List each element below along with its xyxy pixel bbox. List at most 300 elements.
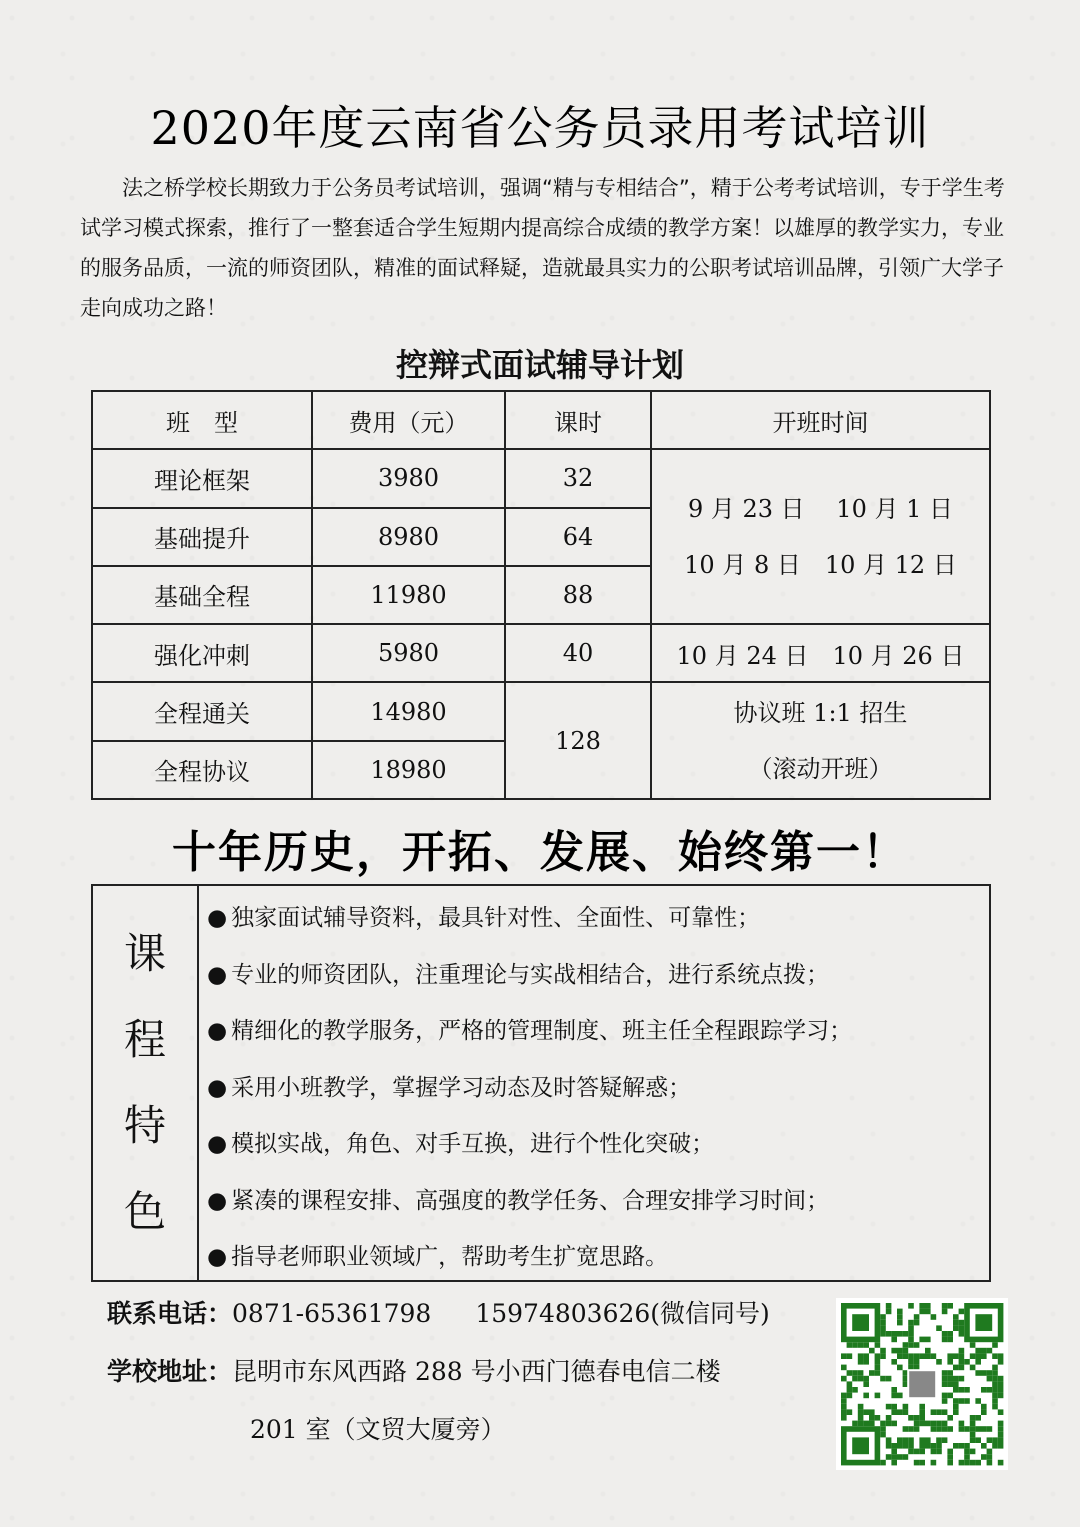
qr-module — [847, 1353, 853, 1359]
qr-module — [987, 1348, 993, 1354]
qr-module — [847, 1387, 853, 1393]
qr-module — [880, 1353, 886, 1359]
qr-module — [914, 1421, 920, 1427]
qr-module — [987, 1370, 993, 1376]
qr-module — [903, 1353, 909, 1359]
contact-phone — [107, 1294, 770, 1330]
qr-module — [964, 1460, 970, 1466]
qr-module — [852, 1387, 858, 1393]
qr-module — [931, 1460, 937, 1466]
qr-module — [975, 1359, 981, 1365]
qr-module — [981, 1387, 987, 1393]
qr-finder — [852, 1437, 869, 1454]
qr-module — [987, 1437, 993, 1443]
qr-module — [936, 1421, 942, 1427]
qr-module — [959, 1387, 965, 1393]
qr-module — [959, 1421, 965, 1427]
row-name: 基础全程 — [92, 566, 312, 624]
qr-module — [919, 1409, 925, 1415]
qr-module — [947, 1376, 953, 1382]
qr-module — [936, 1325, 942, 1331]
qr-module — [891, 1337, 897, 1343]
qr-module — [992, 1370, 998, 1376]
feature-label-char: 程 — [123, 1015, 166, 1064]
qr-module — [959, 1353, 965, 1359]
qr-module — [875, 1393, 881, 1399]
row-fee: 5980 — [312, 624, 505, 682]
qr-module — [897, 1409, 903, 1415]
qr-module — [875, 1370, 881, 1376]
qr-module — [880, 1348, 886, 1354]
qr-module — [886, 1437, 892, 1443]
row-fee: 18980 — [312, 741, 505, 799]
qr-module — [875, 1415, 881, 1421]
qr-module — [987, 1449, 993, 1455]
qr-module — [942, 1398, 948, 1404]
qr-module — [942, 1381, 948, 1387]
qr-module — [847, 1409, 853, 1415]
qr-module — [919, 1460, 925, 1466]
qr-module — [992, 1353, 998, 1359]
qr-module — [908, 1331, 914, 1337]
qr-module — [858, 1409, 864, 1415]
qr-module — [852, 1421, 858, 1427]
row-name: 全程协议 — [92, 741, 312, 799]
qr-module — [863, 1393, 869, 1399]
qr-module — [919, 1337, 925, 1343]
qr-module — [919, 1437, 925, 1443]
qr-module — [891, 1421, 897, 1427]
qr-module — [992, 1381, 998, 1387]
qr-module — [841, 1404, 847, 1410]
plan-subtitle: 控辩式面试辅导计划 — [395, 346, 684, 384]
row-fee: 8980 — [312, 508, 505, 566]
qr-module — [852, 1370, 858, 1376]
qr-module — [875, 1353, 881, 1359]
qr-module — [852, 1342, 858, 1348]
row-fee: 14980 — [312, 682, 505, 740]
qr-module — [863, 1381, 869, 1387]
qr-module — [987, 1376, 993, 1382]
qr-module — [953, 1387, 959, 1393]
qr-module — [869, 1370, 875, 1376]
qr-module — [970, 1353, 976, 1359]
qr-module — [953, 1404, 959, 1410]
qr-module — [891, 1454, 897, 1460]
qr-module — [975, 1348, 981, 1354]
qr-module — [942, 1376, 948, 1382]
qr-finder — [852, 1314, 869, 1331]
intro-paragraph: 法之桥学校长期致力于公务员考试培训，强调“精与专相结合”，精于公考考试培训，专于学生考试学习模式探索，推行了一整套适合学生短期内提高综合成绩的教学方案！以雄厚的教学实力，专业的服务品质，一流的师资团队，精准的面试释疑，造就最具实力的公职考试培训品牌，引领广大学子走向成功之路！ — [80, 176, 1005, 320]
qr-module — [869, 1421, 875, 1427]
qr-module — [998, 1426, 1004, 1432]
qr-module — [959, 1348, 965, 1354]
qr-module — [891, 1460, 897, 1466]
qr-module — [880, 1314, 886, 1320]
qr-module — [847, 1370, 853, 1376]
qr-module — [908, 1359, 914, 1365]
qr-module — [891, 1449, 897, 1455]
qr-module — [998, 1409, 1004, 1415]
qr-module — [880, 1432, 886, 1438]
qr-module — [931, 1421, 937, 1427]
qr-module — [987, 1387, 993, 1393]
qr-module — [964, 1426, 970, 1432]
qr-module — [841, 1393, 847, 1399]
qr-module — [897, 1443, 903, 1449]
header-start-time: 开班时间 — [651, 391, 990, 449]
qr-module — [964, 1359, 970, 1365]
row-fee: 3980 — [312, 449, 505, 507]
row-hours: 88 — [505, 566, 651, 624]
qr-module — [981, 1426, 987, 1432]
qr-module — [891, 1331, 897, 1337]
qr-module — [998, 1460, 1004, 1466]
qr-module — [998, 1359, 1004, 1365]
contact-address — [107, 1352, 721, 1388]
qr-module — [903, 1348, 909, 1354]
qr-module — [875, 1365, 881, 1371]
qr-code-icon — [836, 1298, 1008, 1470]
qr-module — [942, 1331, 948, 1337]
qr-module — [908, 1426, 914, 1432]
qr-module — [880, 1376, 886, 1382]
qr-module — [998, 1432, 1004, 1438]
qr-code-graphic — [836, 1298, 1008, 1470]
qr-module — [936, 1359, 942, 1365]
qr-module — [841, 1353, 847, 1359]
qr-module — [947, 1393, 953, 1399]
qr-module — [959, 1365, 965, 1371]
qr-module — [908, 1303, 914, 1309]
qr-module — [959, 1460, 965, 1466]
feature-label-char: 特 — [123, 1101, 166, 1150]
qr-module — [981, 1454, 987, 1460]
qr-module — [998, 1376, 1004, 1382]
qr-module — [975, 1460, 981, 1466]
qr-module — [891, 1404, 897, 1410]
qr-module — [925, 1348, 931, 1354]
qr-module — [858, 1359, 864, 1365]
qr-module — [931, 1314, 937, 1320]
qr-module — [970, 1342, 976, 1348]
list-item: ● 专业的师资团队，注重理论与实战相结合，进行系统点拨； — [207, 947, 983, 1004]
qr-module — [925, 1353, 931, 1359]
qr-module — [970, 1426, 976, 1432]
schedule-group-c — [651, 682, 990, 799]
qr-module — [903, 1331, 909, 1337]
qr-module — [942, 1421, 948, 1427]
list-item: ● 紧凑的课程安排、高强度的教学任务、合理安排学习时间； — [207, 1173, 983, 1230]
qr-module — [936, 1449, 942, 1455]
qr-module — [908, 1443, 914, 1449]
list-item: ● 精细化的教学服务，严格的管理制度、班主任全程跟踪学习； — [207, 1003, 983, 1060]
qr-module — [914, 1359, 920, 1365]
qr-module — [914, 1314, 920, 1320]
qr-module — [981, 1370, 987, 1376]
qr-module — [931, 1353, 937, 1359]
qr-module — [847, 1381, 853, 1387]
qr-module — [880, 1421, 886, 1427]
qr-module — [880, 1325, 886, 1331]
qr-module — [970, 1432, 976, 1438]
schedule-c-line1: 协议班 1:1 招生 — [733, 698, 908, 727]
qr-module — [858, 1415, 864, 1421]
qr-module — [908, 1325, 914, 1331]
row-fee: 11980 — [312, 566, 505, 624]
qr-module — [886, 1415, 892, 1421]
qr-module — [908, 1449, 914, 1455]
address-line-2: 201 室（文贸大厦旁） — [250, 1415, 506, 1444]
qr-module — [919, 1449, 925, 1455]
schedule-group-a — [651, 449, 990, 624]
qr-module — [908, 1437, 914, 1443]
qr-module — [970, 1449, 976, 1455]
qr-module — [998, 1381, 1004, 1387]
qr-module — [903, 1437, 909, 1443]
qr-module — [869, 1415, 875, 1421]
qr-module — [953, 1443, 959, 1449]
header-hours: 课时 — [505, 391, 651, 449]
qr-module — [947, 1353, 953, 1359]
row-name: 强化冲刺 — [92, 624, 312, 682]
qr-module — [886, 1309, 892, 1315]
feature-list — [207, 890, 983, 1286]
qr-module — [903, 1454, 909, 1460]
qr-module — [953, 1376, 959, 1382]
qr-module — [947, 1449, 953, 1455]
list-item: ● 独家面试辅导资料，最具针对性、全面性、可靠性； — [207, 890, 983, 947]
qr-module — [841, 1376, 847, 1382]
qr-module — [964, 1443, 970, 1449]
qr-module — [914, 1415, 920, 1421]
qr-module — [914, 1320, 920, 1326]
qr-module — [886, 1303, 892, 1309]
qr-module — [897, 1454, 903, 1460]
qr-module — [919, 1303, 925, 1309]
qr-module — [908, 1342, 914, 1348]
qr-module — [931, 1449, 937, 1455]
qr-module — [869, 1348, 875, 1354]
qr-module — [858, 1421, 864, 1427]
qr-module — [925, 1337, 931, 1343]
address-label: 学校地址： — [107, 1357, 233, 1386]
qr-module — [959, 1443, 965, 1449]
qr-module — [914, 1426, 920, 1432]
qr-module — [875, 1359, 881, 1365]
qr-module — [919, 1421, 925, 1427]
qr-module — [953, 1353, 959, 1359]
qr-module — [947, 1337, 953, 1343]
qr-module — [947, 1331, 953, 1337]
qr-module — [987, 1426, 993, 1432]
qr-module — [886, 1376, 892, 1382]
qr-avatar — [908, 1370, 936, 1398]
table-row — [92, 449, 990, 507]
qr-module — [970, 1421, 976, 1427]
row-name: 全程通关 — [92, 682, 312, 740]
course-features-label — [93, 886, 199, 1280]
qr-module — [919, 1309, 925, 1315]
qr-module — [897, 1314, 903, 1320]
qr-module — [942, 1437, 948, 1443]
schedule-c-line2: （滚动开班） — [748, 754, 893, 783]
qr-module — [841, 1365, 847, 1371]
qr-module — [863, 1421, 869, 1427]
qr-module — [959, 1320, 965, 1326]
qr-module — [897, 1437, 903, 1443]
qr-module — [914, 1342, 920, 1348]
qr-module — [981, 1404, 987, 1410]
schedule-a-line2: 10 月 8 日 10 月 12 日 — [684, 550, 957, 579]
qr-module — [931, 1443, 937, 1449]
qr-module — [947, 1303, 953, 1309]
qr-module — [914, 1449, 920, 1455]
qr-module — [942, 1303, 948, 1309]
qr-module — [987, 1454, 993, 1460]
qr-module — [959, 1325, 965, 1331]
qr-module — [931, 1409, 937, 1415]
qr-module — [886, 1454, 892, 1460]
qr-module — [942, 1370, 948, 1376]
qr-module — [847, 1342, 853, 1348]
qr-module — [891, 1359, 897, 1365]
qr-module — [880, 1320, 886, 1326]
header-fee: 费用（元） — [312, 391, 505, 449]
qr-module — [847, 1393, 853, 1399]
qr-module — [953, 1398, 959, 1404]
qr-module — [953, 1365, 959, 1371]
qr-module — [953, 1381, 959, 1387]
qr-module — [908, 1415, 914, 1421]
phone-number-2: 15974803626(微信同号) — [475, 1299, 770, 1328]
qr-module — [936, 1426, 942, 1432]
qr-module — [903, 1443, 909, 1449]
qr-module — [925, 1421, 931, 1427]
qr-module — [953, 1325, 959, 1331]
qr-module — [970, 1365, 976, 1371]
qr-module — [942, 1337, 948, 1343]
phone-label: 联系电话： — [107, 1299, 233, 1328]
qr-module — [998, 1437, 1004, 1443]
feature-label-char: 色 — [123, 1187, 166, 1236]
qr-module — [880, 1460, 886, 1466]
table-header-row — [92, 391, 990, 449]
qr-module — [975, 1415, 981, 1421]
qr-module — [947, 1415, 953, 1421]
qr-module — [947, 1454, 953, 1460]
qr-module — [959, 1426, 965, 1432]
qr-module — [858, 1353, 864, 1359]
qr-module — [919, 1415, 925, 1421]
qr-module — [891, 1409, 897, 1415]
qr-module — [975, 1353, 981, 1359]
qr-module — [841, 1415, 847, 1421]
qr-module — [964, 1387, 970, 1393]
qr-module — [897, 1309, 903, 1315]
qr-module — [869, 1409, 875, 1415]
qr-module — [947, 1370, 953, 1376]
qr-module — [858, 1404, 864, 1410]
qr-module — [987, 1460, 993, 1466]
qr-module — [886, 1331, 892, 1337]
qr-module — [891, 1348, 897, 1354]
row-hours: 64 — [505, 508, 651, 566]
qr-module — [897, 1365, 903, 1371]
qr-module — [981, 1348, 987, 1354]
qr-module — [925, 1443, 931, 1449]
qr-module — [886, 1404, 892, 1410]
qr-module — [897, 1331, 903, 1337]
page-title: 2020年度云南省公务员录用考试培训 — [150, 101, 930, 155]
qr-finder — [975, 1314, 992, 1331]
qr-module — [858, 1376, 864, 1382]
qr-module — [998, 1353, 1004, 1359]
qr-module — [942, 1393, 948, 1399]
qr-module — [925, 1309, 931, 1315]
qr-module — [863, 1359, 869, 1365]
feature-label-char: 课 — [123, 929, 166, 978]
qr-module — [998, 1443, 1004, 1449]
qr-module — [863, 1353, 869, 1359]
qr-module — [919, 1404, 925, 1410]
qr-module — [964, 1398, 970, 1404]
qr-module — [998, 1387, 1004, 1393]
qr-module — [959, 1398, 965, 1404]
qr-module — [992, 1398, 998, 1404]
qr-module — [886, 1421, 892, 1427]
qr-module — [908, 1320, 914, 1326]
qr-module — [841, 1409, 847, 1415]
qr-module — [908, 1337, 914, 1343]
qr-module — [942, 1426, 948, 1432]
qr-module — [852, 1376, 858, 1382]
qr-module — [959, 1376, 965, 1382]
qr-module — [947, 1426, 953, 1432]
qr-module — [992, 1404, 998, 1410]
qr-module — [998, 1393, 1004, 1399]
qr-module — [942, 1409, 948, 1415]
qr-module — [947, 1359, 953, 1365]
row-name: 基础提升 — [92, 508, 312, 566]
qr-module — [947, 1460, 953, 1466]
qr-module — [863, 1409, 869, 1415]
slogan: 十年历史，开拓、发展、始终第一！ — [172, 827, 908, 878]
qr-module — [891, 1443, 897, 1449]
schedule-a-line1: 9 月 23 日 10 月 1 日 — [687, 494, 954, 523]
qr-module — [975, 1398, 981, 1404]
qr-module — [964, 1449, 970, 1455]
qr-module — [942, 1309, 948, 1315]
qr-module — [975, 1426, 981, 1432]
qr-module — [992, 1443, 998, 1449]
table-row — [92, 682, 990, 740]
qr-module — [914, 1460, 920, 1466]
table-row — [92, 624, 990, 682]
phone-number-1: 0871-65361798 — [232, 1299, 432, 1328]
qr-module — [858, 1370, 864, 1376]
qr-module — [936, 1409, 942, 1415]
address-line-1: 昆明市东风西路 288 号小西门德春电信二楼 — [232, 1357, 721, 1386]
qr-module — [931, 1426, 937, 1432]
qr-module — [992, 1387, 998, 1393]
qr-module — [992, 1365, 998, 1371]
qr-module — [903, 1409, 909, 1415]
qr-module — [880, 1331, 886, 1337]
qr-module — [919, 1443, 925, 1449]
list-item: ● 模拟实战，角色、对手互换，进行个性化突破； — [207, 1116, 983, 1173]
list-item: ● 采用小班教学，掌握学习动态及时答疑解惑； — [207, 1060, 983, 1117]
